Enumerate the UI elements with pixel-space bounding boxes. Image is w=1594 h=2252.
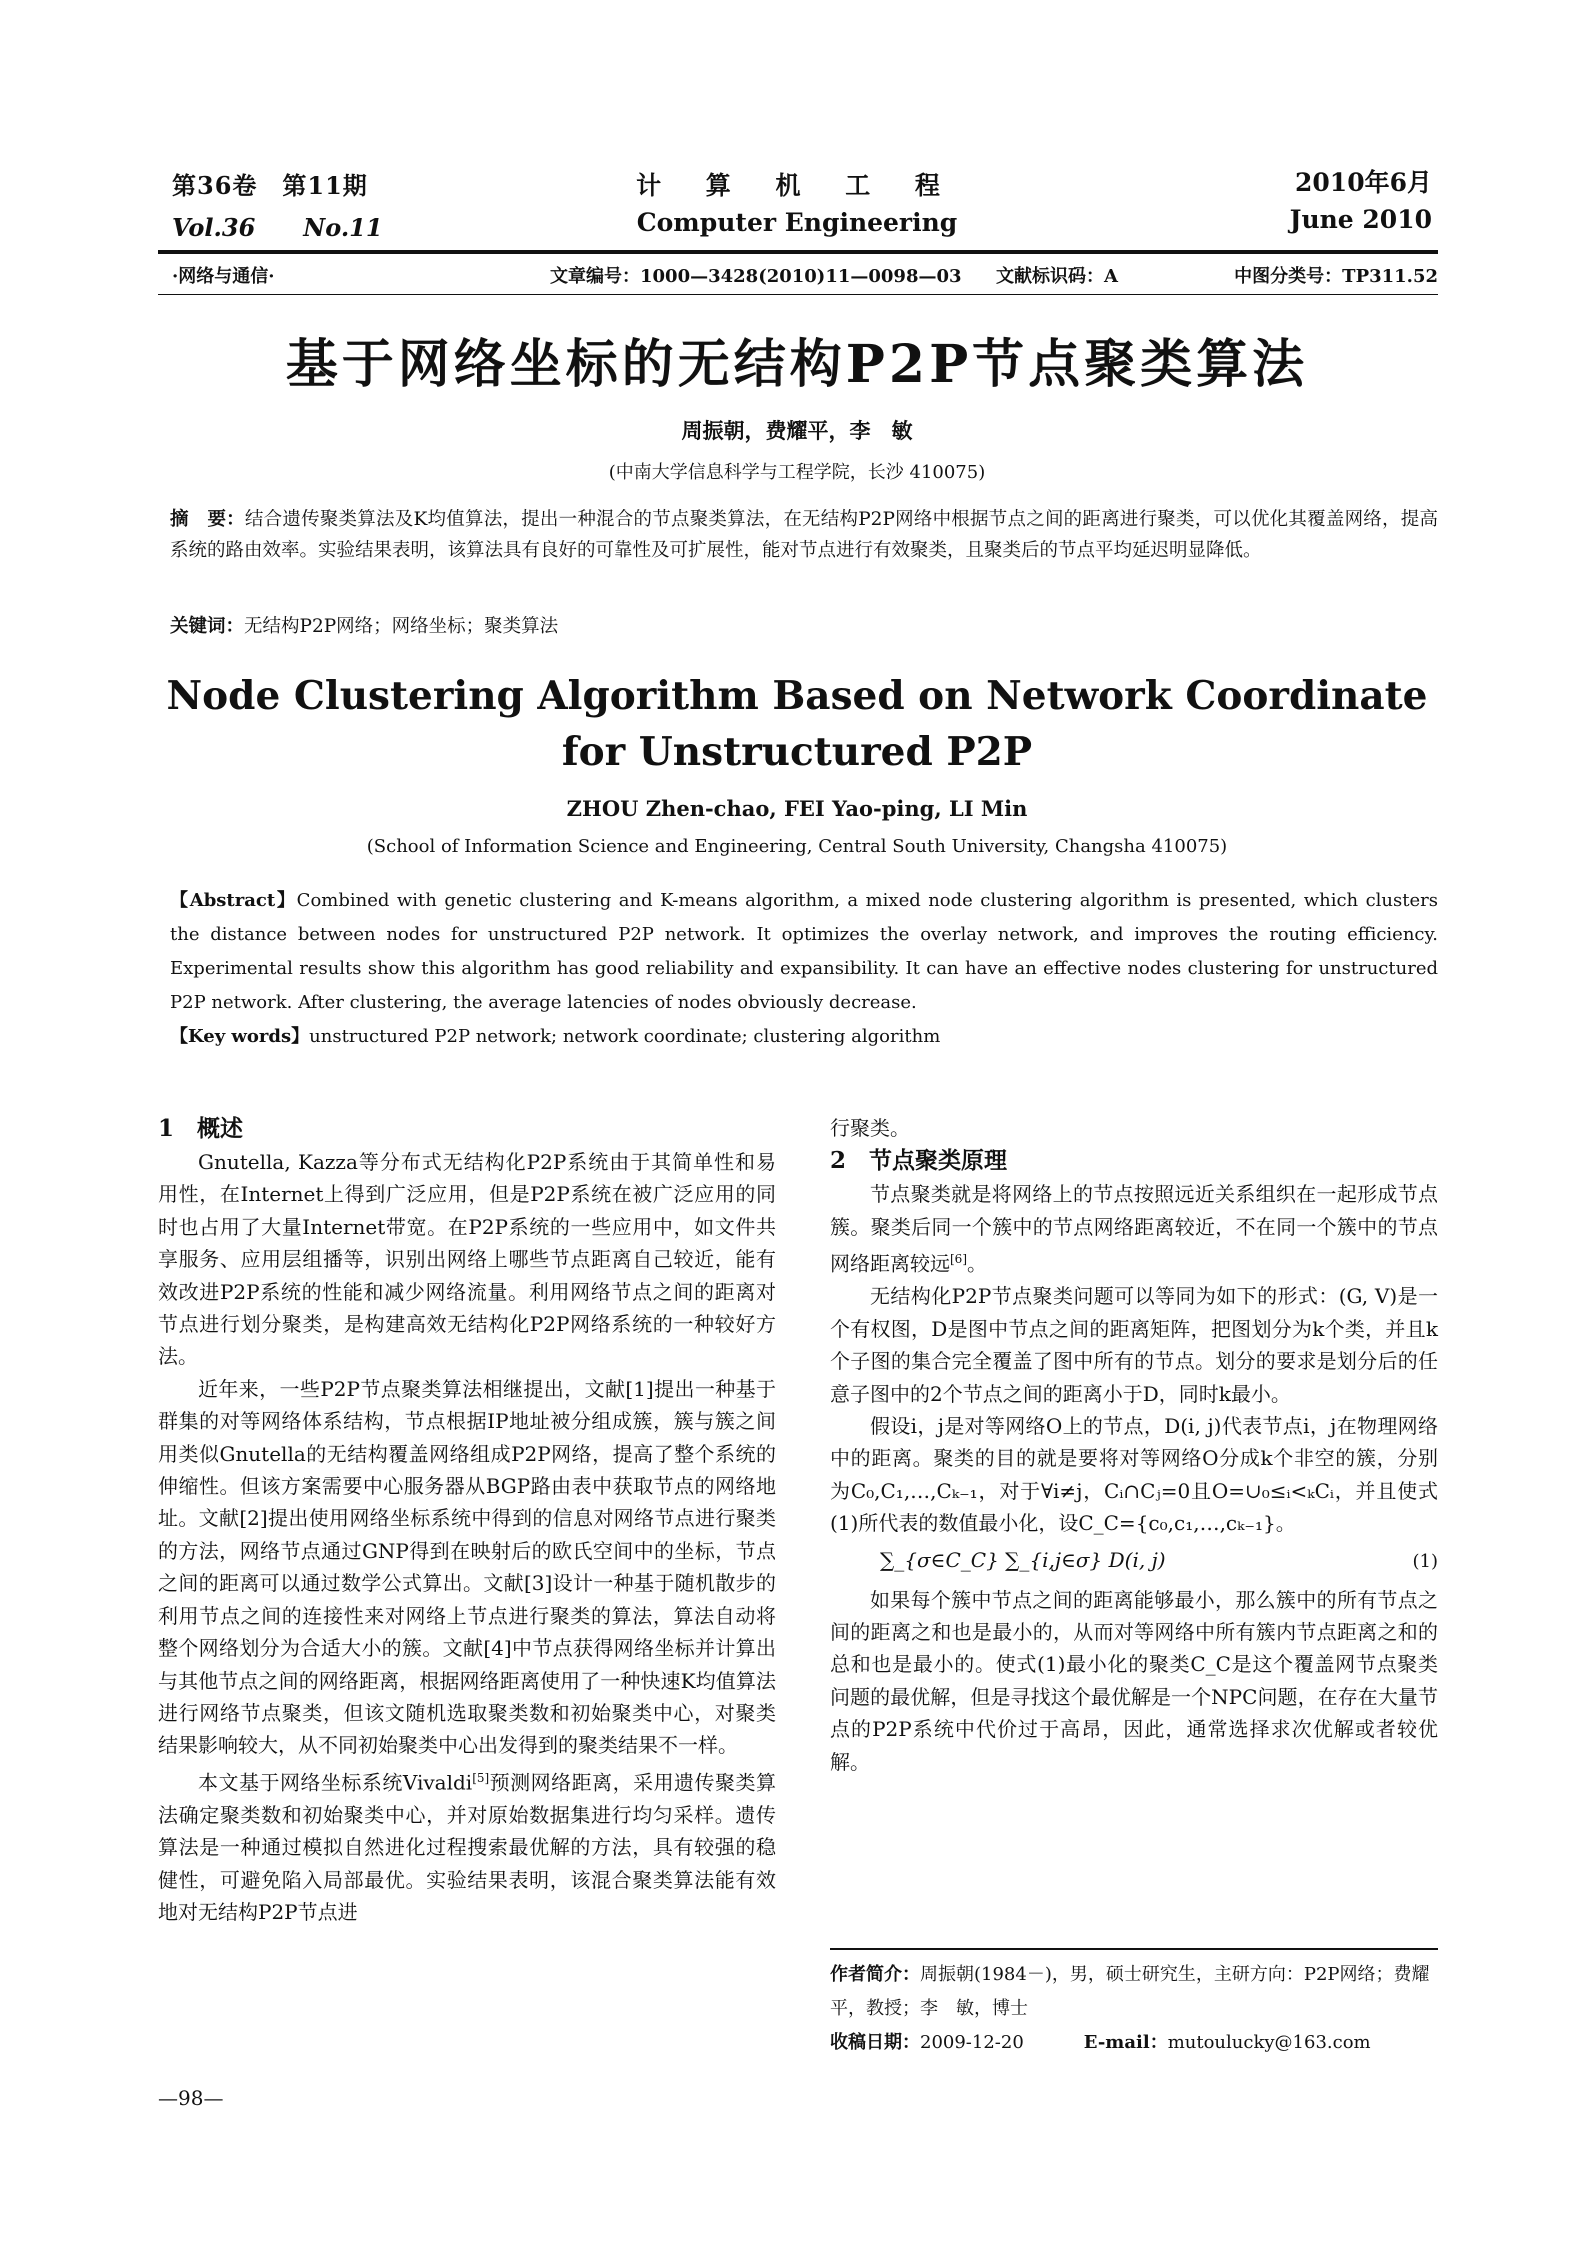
affiliation-cn: (中南大学信息科学与工程学院，长沙 410075) — [608, 462, 986, 483]
abstract-en-text: Combined with genetic clustering and K-means algorithm, a mixed node clustering algorithm is presented, which clusters the distance between nodes for unstructured P2P network. It optimizes the overlay network, and improves the routing efficiency. Experimental results show this algorithm has good reliability and expansibility. It can have an effective nodes clustering for unstructured P2P network. After clustering, the average latencies of nodes obviously decrease. — [170, 890, 1438, 1013]
document-code: 文献标识码：A — [996, 266, 1118, 287]
paper-title-en-line2: for Unstructured P2P — [561, 729, 1033, 775]
s2p1-text-a: 节点聚类就是将网络上的节点按照远近关系组织在一起形成节点簇。聚类后同一个簇中的节点网络距离较近，不在同一个簇中的节点网络距离较远 — [830, 1182, 1438, 1276]
received-info — [830, 2026, 1438, 2060]
section-2-heading: 2 节点聚类原理 — [830, 1147, 1008, 1175]
section-2-paragraph-1 — [830, 1178, 1438, 1280]
section-1-heading: 1 概述 — [158, 1115, 244, 1142]
volume-issue-en: Vol.36 No.11 — [172, 213, 383, 242]
journal-name-cn: 计 算 机 工 程 — [636, 171, 958, 200]
citation-5: [5] — [472, 1770, 490, 1785]
received-date: 2009-12-20 — [920, 2032, 1024, 2053]
citation-6: [6] — [950, 1252, 967, 1267]
keywords-cn — [170, 612, 1438, 638]
section-2-paragraph-4: 如果每个簇中节点之间的距离能够最小，那么簇中的所有节点之间的距离之和也是最小的，从而对等网络中所有簇内节点距离之和的总和也是最小的。使式(1)最小化的聚类C_C是这个覆盖网节点聚类问题的最优解，但是寻找这个最优解是一个NPC问题，在存在大量节点的P2P系统中代价过于高昂，因此，通常选择求次优解或者较优解。 — [830, 1587, 1438, 1774]
author-bio — [830, 1958, 1438, 2026]
journal-name-en: Computer Engineering — [636, 208, 958, 237]
authors-cn: 周振朝，费耀平，李 敏 — [681, 418, 913, 443]
issue-date-cn: 2010年6月 — [1295, 168, 1432, 197]
equation-1-expression: ∑_{σ∈C_C} ∑_{i,j∈σ} D(i, j) — [880, 1547, 1166, 1572]
page-number: —98— — [158, 2086, 224, 2110]
equation-1 — [830, 1540, 1438, 1584]
issue-date-en: June 2010 — [1289, 205, 1432, 234]
keywords-en-label: 【Key words】 — [170, 1026, 310, 1047]
volume-issue-cn: 第36卷 第11期 — [172, 171, 368, 200]
affiliation-en: (School of Information Science and Engineering, Central South University, Changsha 410075) — [366, 836, 1228, 857]
abstract-cn — [170, 504, 1438, 566]
body-column-left — [158, 1112, 776, 1928]
para3-text-a: 本文基于网络坐标系统Vivaldi — [198, 1770, 473, 1795]
paper-title-en-line1: Node Clustering Algorithm Based on Network Coordinate — [166, 673, 1428, 719]
equation-1-number: (1) — [1412, 1550, 1438, 1572]
author-bio-text: 周振朝(1984－)，男，硕士研究生，主研方向：P2P网络；费耀平，教授；李 敏，博士 — [830, 1964, 1430, 2019]
article-number: 文章编号：1000—3428(2010)11—0098—03 — [550, 266, 962, 287]
paper-title-cn: 基于网络坐标的无结构P2P节点聚类算法 — [285, 334, 1309, 395]
keywords-en-text: unstructured P2P network; network coordinate; clustering algorithm — [309, 1026, 941, 1047]
received-label: 收稿日期： — [830, 2032, 920, 2053]
abstract-en — [170, 884, 1438, 1020]
footnote — [830, 1958, 1438, 2060]
body-column-right — [830, 1112, 1438, 1778]
classification-number: 中图分类号：TP311.52 — [1234, 266, 1438, 287]
email-label: E-mail： — [1083, 2032, 1168, 2053]
article-meta-row — [158, 262, 1438, 290]
section-1-continuation: 行聚类。 — [830, 1116, 910, 1140]
section-2-paragraph-3: 假设i，j是对等网络O上的节点，D(i, j)代表节点i，j在物理网络中的距离。聚类的目的就是要将对等网络O分成k个非空的簇，分别为C₀,C₁,…,Cₖ₋₁，对于∀i≠j，Cᵢ∩Cⱼ=0且O=∪₀≤ᵢ<ₖCᵢ，并且使式(1)所代表的数值最小化，设C_C={c₀,c₁,…,cₖ₋₁}。 — [830, 1413, 1438, 1536]
author-bio-label: 作者简介： — [830, 1964, 920, 1985]
para3-text-b: 预测网络距离，采用遗传聚类算法确定聚类数和初始聚类中心，并对原始数据集进行均匀采样。遗传算法是一种通过模拟自然进化过程搜索最优解的方法，具有较强的稳健性，可避免陷入局部最优。实验结果表明，该混合聚类算法能有效地对无结构P2P节点进 — [158, 1770, 777, 1924]
paper-title-en — [0, 668, 1594, 780]
section-1-paragraph-2: 近年来，一些P2P节点聚类算法相继提出，文献[1]提出一种基于群集的对等网络体系结构，节点根据IP地址被分组成簇，簇与簇之间用类似Gnutella的无结构覆盖网络组成P2P网络，提高了整个系统的伸缩性。但该方案需要中心服务器从BGP路由表中获取节点的网络地址。文献[2]提出使用网络坐标系统中得到的信息对网络节点进行聚类的方法，网络节点通过GNP得到在映射后的欧氏空间中的坐标，节点之间的距离可以通过数学公式算出。文献[3]设计一种基于随机散步的利用节点之间的连接性来对网络上节点进行聚类的算法，算法自动将整个网络划分为合适大小的簇。文献[4]中节点获得网络坐标并计算出与其他节点之间的网络距离，根据网络距离使用了一种快速K均值算法进行网络节点聚类，但该文随机选取聚类数和初始聚类中心，对聚类结果影响较大，从不同初始聚类中心出发得到的聚类结果不一样。 — [158, 1376, 776, 1758]
email-address: mutoulucky@163.com — [1167, 2032, 1371, 2053]
section-2-paragraph-2: 无结构化P2P节点聚类问题可以等同为如下的形式：(G, V)是一个有权图，D是图中节点之间的距离矩阵，把图划分为k个类，并且k个子图的集合完全覆盖了图中所有的节点。划分的要求是划分后的任意子图中的2个节点之间的距离小于D，同时k最小。 — [830, 1284, 1438, 1406]
footnote-rule — [830, 1948, 1438, 1950]
abstract-en-label: 【Abstract】 — [170, 890, 297, 911]
keywords-cn-text: 无结构P2P网络；网络坐标；聚类算法 — [244, 616, 559, 637]
authors-en: ZHOU Zhen-chao, FEI Yao-ping, LI Min — [566, 796, 1028, 821]
keywords-en — [170, 1022, 1438, 1048]
abstract-cn-text: 结合遗传聚类算法及K均值算法，提出一种混合的节点聚类算法，在无结构P2P网络中根据节点之间的距离进行聚类，可以优化其覆盖网络，提高系统的路由效率。实验结果表明，该算法具有良好的可靠性及可扩展性，能对节点进行有效聚类，且聚类后的节点平均延迟明显降低。 — [170, 509, 1438, 561]
s2p1-text-b: 。 — [967, 1251, 987, 1276]
keywords-cn-label: 关键词： — [170, 616, 245, 637]
section-1-paragraph-3 — [158, 1762, 776, 1929]
section-label: ·网络与通信· — [172, 266, 275, 287]
abstract-cn-label: 摘 要： — [170, 509, 245, 530]
meta-rule — [158, 294, 1438, 295]
header-rule — [158, 250, 1438, 254]
section-1-paragraph-1: Gnutella, Kazza等分布式无结构化P2P系统由于其简单性和易用性，在Internet上得到广泛应用，但是P2P系统在被广泛应用的同时也占用了大量Internet带宽。在P2P系统的一些应用中，如文件共享服务、应用层组播等，识别出网络上哪些节点距离自己较近，能有效改进P2P系统的性能和减少网络流量。利用网络节点之间的距离对节点进行划分聚类，是构建高效无结构化P2P网络系统的一种较好方法。 — [158, 1150, 776, 1369]
